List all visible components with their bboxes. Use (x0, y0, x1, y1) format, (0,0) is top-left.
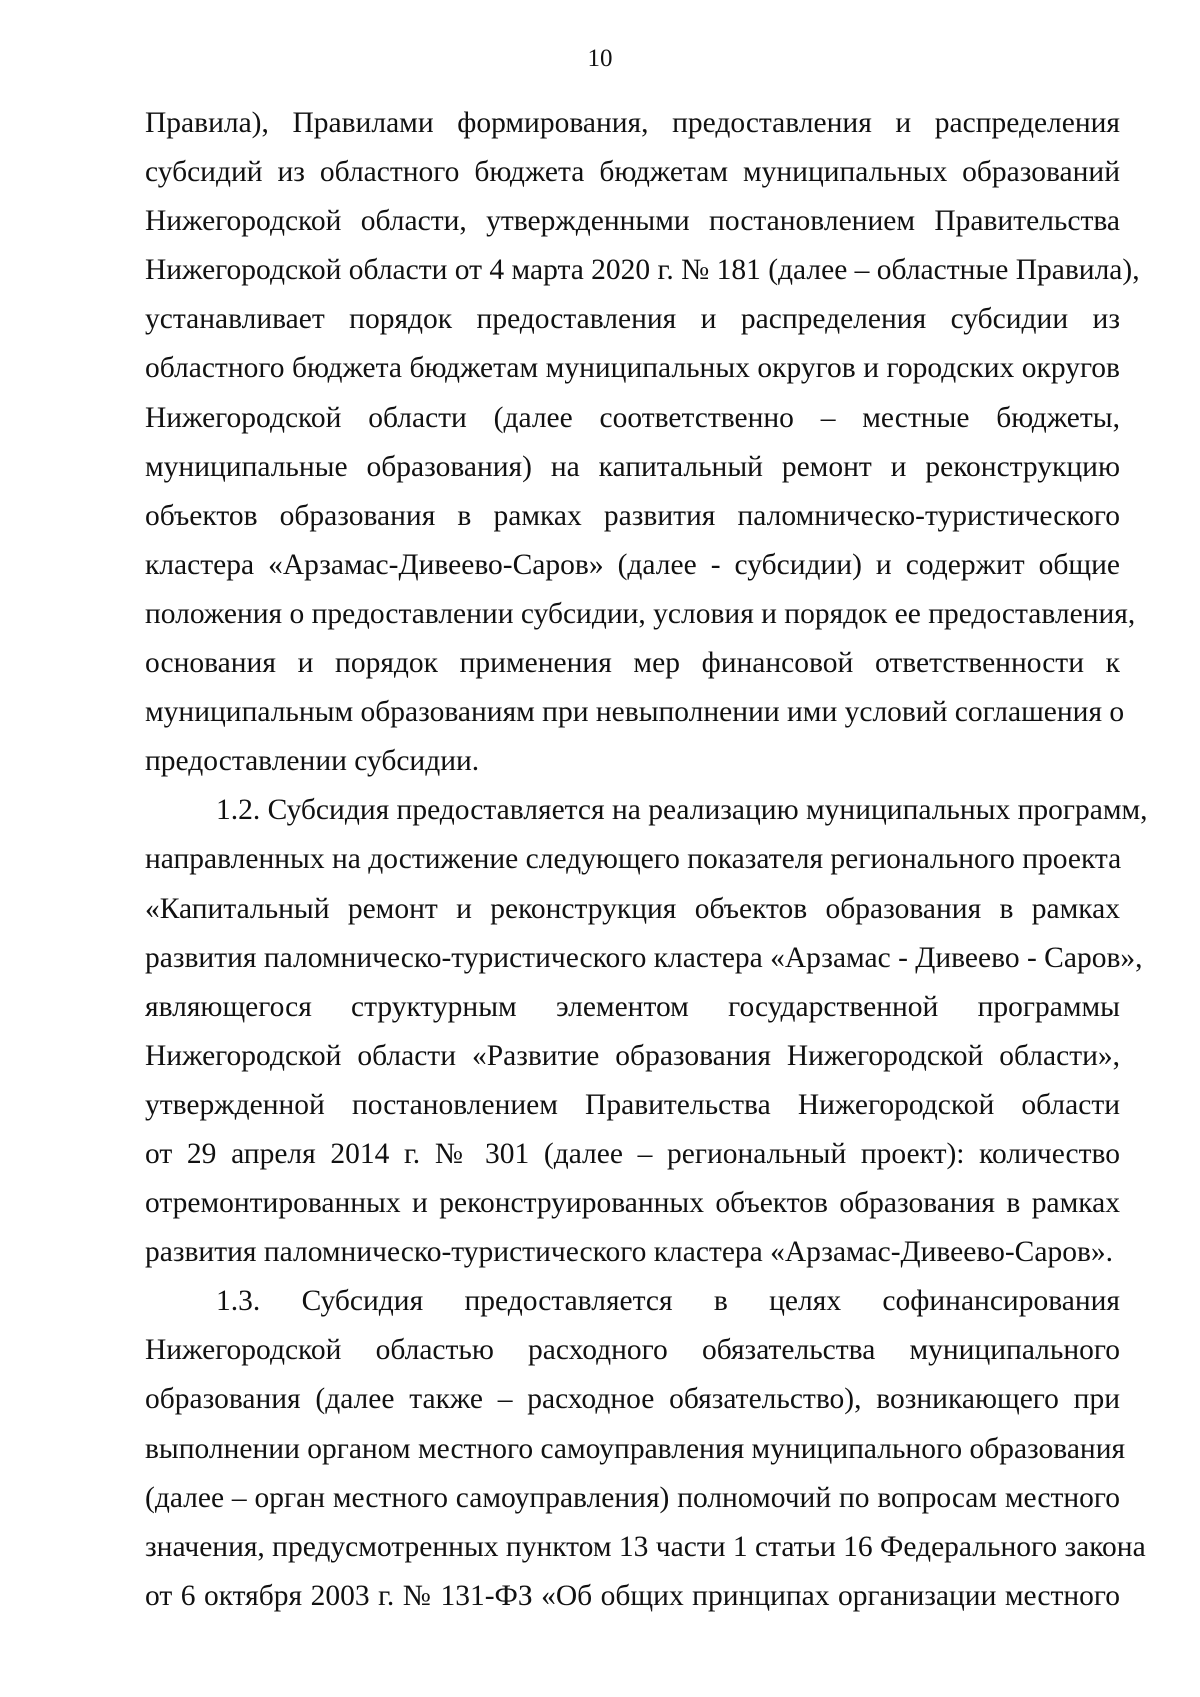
text-line: «Капитальный ремонт и реконструкция объектов образования в рамках (145, 892, 1120, 925)
text-line: Нижегородской области «Развитие образования Нижегородской области», (145, 1039, 1120, 1072)
text-line: основания и порядок применения мер финансовой ответственности к (145, 647, 1120, 680)
text-line: объектов образования в рамках развития паломническо-туристического (145, 499, 1120, 532)
text-line: областного бюджета бюджетам муниципальных округов и городских округов (145, 352, 1120, 385)
text-line: Нижегородской области, утвержденными постановлением Правительства (145, 205, 1120, 238)
text-line: значения, предусмотренных пунктом 13 части 1 статьи 16 Федерального закона (145, 1530, 1146, 1563)
text-line: положения о предоставлении субсидии, условия и порядок ее предоставления, (145, 597, 1136, 630)
text-line: являющегося структурным элементом государственной программы (145, 990, 1120, 1023)
text-line: от 29 апреля 2014 г. № 301 (далее – региональный проект): количество (145, 1137, 1120, 1170)
text-line: от 6 октября 2003 г. № 131-ФЗ «Об общих принципах организации местного (145, 1579, 1120, 1612)
text-line: утвержденной постановлением Правительства Нижегородской области (145, 1088, 1120, 1121)
paragraph-1-2-first-line: 1.2. Субсидия предоставляется на реализацию муниципальных программ, (216, 794, 1148, 827)
text-line: (далее – орган местного самоуправления) полномочий по вопросам местного (145, 1481, 1120, 1514)
text-line: Правила), Правилами формирования, предоставления и распределения (145, 107, 1120, 139)
text-line: выполнении органом местного самоуправления муниципального образования (145, 1432, 1126, 1465)
document-body (145, 99, 1148, 1621)
text-line: Нижегородской области от 4 марта 2020 г. № 181 (далее – областные Правила), (145, 254, 1140, 287)
page-number: 10 (587, 45, 613, 72)
text-line: Нижегородской области (далее соответственно – местные бюджеты, (145, 401, 1120, 434)
text-line-paragraph-end: предоставлении субсидии. (145, 745, 480, 778)
text-line: устанавливает порядок предоставления и распределения субсидии из (145, 303, 1120, 336)
text-line: развития паломническо-туристического кластера «Арзамас - Дивеево - Саров», (145, 941, 1143, 974)
text-line: Нижегородской областью расходного обязательства муниципального (145, 1334, 1120, 1367)
text-line: муниципальные образования) на капитальный ремонт и реконструкцию (145, 450, 1120, 483)
paragraph-1-3-first-line: 1.3. Субсидия предоставляется в целях софинансирования (216, 1285, 1120, 1318)
text-line: кластера «Арзамас-Дивеево-Саров» (далее - субсидии) и содержит общие (145, 548, 1120, 581)
text-line: муниципальным образованиям при невыполнении ими условий соглашения о (145, 696, 1125, 729)
text-line: субсидий из областного бюджета бюджетам муниципальных образований (145, 156, 1120, 189)
text-line: направленных на достижение следующего показателя регионального проекта (145, 843, 1122, 876)
text-line: образования (далее также – расходное обязательство), возникающего при (145, 1383, 1120, 1416)
text-line: отремонтированных и реконструированных объектов образования в рамках (145, 1187, 1120, 1220)
text-line-paragraph-end: развития паломническо-туристического кластера «Арзамас-Дивеево-Саров». (145, 1236, 1113, 1269)
